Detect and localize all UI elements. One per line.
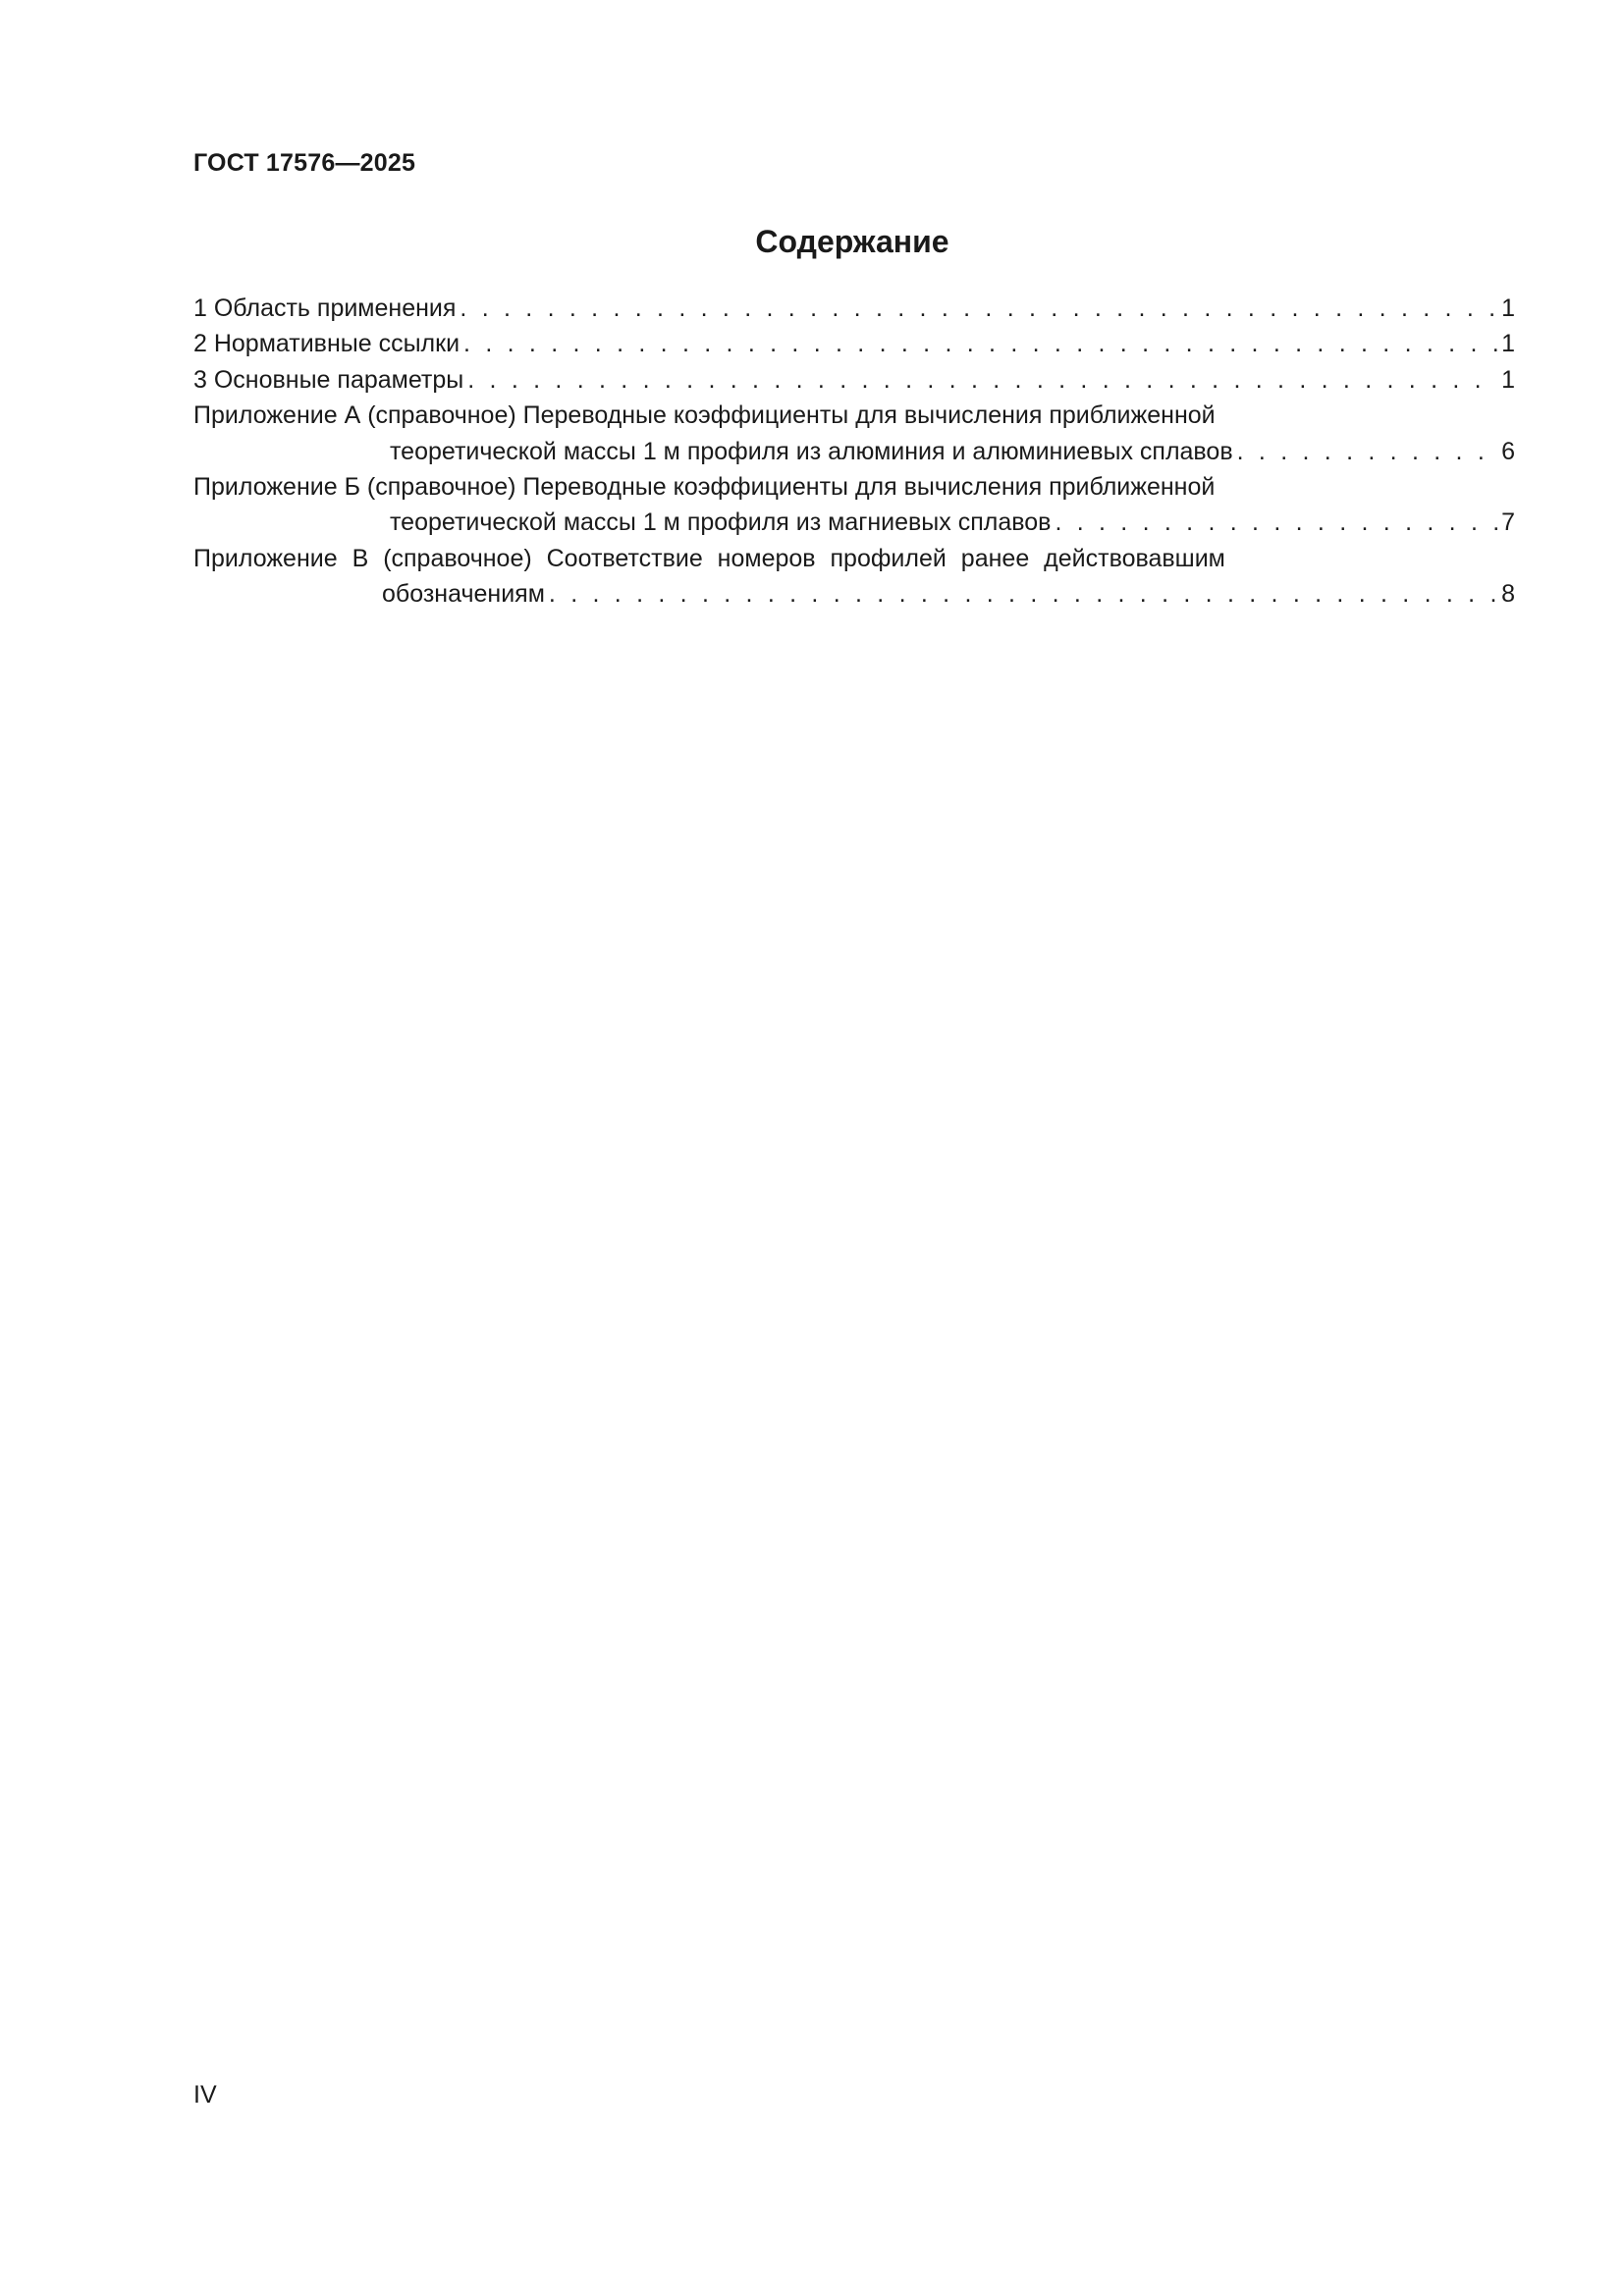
- toc-entry-appendix-b[interactable]: [193, 469, 1515, 541]
- toc-entry-label: Приложение А (справочное) Переводные коэффициенты для вычисления приближенной: [193, 401, 1216, 430]
- dot-leader: [463, 326, 1497, 361]
- toc-entry-page: 1: [1501, 365, 1515, 394]
- toc-entry-label: 3 Основные параметры: [193, 365, 464, 394]
- dot-leader: [460, 291, 1497, 326]
- toc-entry-label: Приложение Б (справочное) Переводные коэффициенты для вычисления приближенной: [193, 472, 1216, 501]
- toc-entry-label-continued: теоретической массы 1 м профиля из алюминия и алюминиевых сплавов: [390, 437, 1233, 465]
- toc-entry-label-continued: теоретической массы 1 м профиля из магниевых сплавов: [390, 508, 1052, 537]
- toc-entry-main-parameters[interactable]: [193, 362, 1515, 398]
- dot-leader: [1055, 505, 1497, 540]
- toc-entry-scope[interactable]: [193, 291, 1515, 326]
- toc-entry-appendix-a[interactable]: [193, 398, 1515, 469]
- toc-entry-label-continued: обозначениям: [382, 580, 545, 609]
- toc-entry-label: 2 Нормативные ссылки: [193, 330, 460, 358]
- toc-title: Содержание: [755, 224, 949, 259]
- toc-entry-page: 1: [1501, 330, 1515, 358]
- toc-entry-label: Приложение В (справочное) Соответствие номеров профилей ранее действовавшим: [193, 544, 1225, 572]
- toc-entry-appendix-v[interactable]: [193, 541, 1515, 613]
- page-number: IV: [193, 2081, 217, 2109]
- toc-entry-page: 8: [1501, 580, 1515, 609]
- table-of-contents: [193, 291, 1515, 613]
- toc-entry-normative-references[interactable]: [193, 326, 1515, 361]
- toc-entry-page: 6: [1501, 437, 1515, 465]
- dot-leader: [467, 362, 1497, 398]
- dot-leader: [549, 576, 1497, 612]
- toc-entry-page: 7: [1501, 508, 1515, 537]
- dot-leader: [1237, 434, 1497, 469]
- toc-entry-label: 1 Область применения: [193, 294, 457, 322]
- toc-entry-page: 1: [1501, 294, 1515, 322]
- document-code: ГОСТ 17576—2025: [193, 149, 416, 177]
